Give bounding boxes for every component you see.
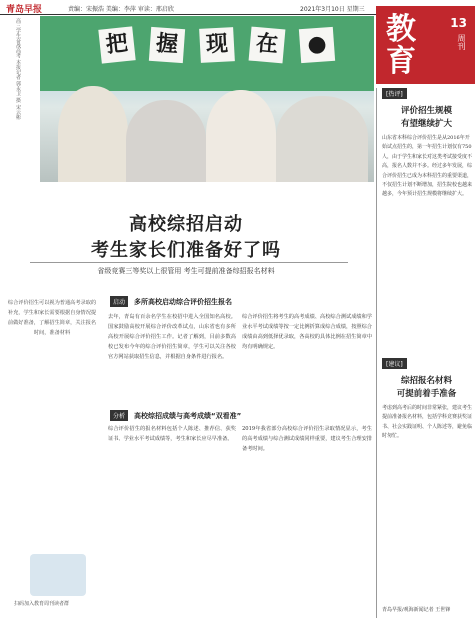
reporter-signoff: 青岛早报/观海新闻记者 王世锋	[382, 607, 451, 613]
section-tag: 启动	[110, 296, 128, 307]
qr-figure	[30, 554, 86, 596]
body-column-3: 综合评价招生的报名材料包括个人陈述、推荐信、获奖证书、学业水平考试成绩等，考生和家长应尽早准备。	[108, 426, 236, 442]
body-column-4: 2019年我省部分高校综合评价招生录取情况显示，考生的高考成绩与综合测试成绩同样重要，建议考生合理安排备考时间。	[242, 426, 372, 452]
comment-text: 山东省本科综合评价招生是从2016年开始试点招生的，第一年招生计划仅有750人，由于学生和家长对这类考试接受度不高，报名人数并不多。经过多年发展，综合评价招生已成为本科招生的重要渠道，不仅招生计划不断增加，招生院校也越来越多，今年预计招生规模将继续扩大。	[382, 135, 472, 198]
comment-title-line2: 有望继续扩大	[400, 119, 452, 129]
masthead-section: 周刊	[457, 34, 466, 50]
comment-title-line1: 评价招生规模	[400, 106, 452, 116]
section-heading-analysis	[110, 410, 241, 421]
body-column-2: 综合评价招生将考生的高考成绩、高校综合测试成绩和学业水平考试成绩等按一定比例折算成综合成绩，按照综合成绩由高到低择优录取，各高校的具体比例在招生简章中均有明确规定。	[242, 314, 372, 350]
paper-logo: 青岛早报	[6, 5, 43, 15]
lead-photo	[40, 16, 374, 182]
body-column-1: 去年，青岛有百余名学生在校招中进入全国知名高校。国家鼓励高校开展综合评价改革试点，山东省也有多所高校开展综合评价招生工作。记者了解到，目前多数高校已发布今年的综合评价招生简章，学生可以关注各校官方网站获取招生信息，并根据自身条件进行报名。	[108, 314, 236, 360]
photo-caption: 高三学生奋战高考 本报记者 郭永卫 摄 宋云彬	[15, 18, 21, 120]
board-char: 握	[149, 27, 185, 63]
headline-line1: 高校综招启动	[129, 214, 243, 235]
headline-divider	[30, 262, 348, 263]
column-divider	[376, 88, 377, 618]
section-heading-launch	[110, 296, 232, 307]
student-figure	[206, 90, 276, 182]
editor-info: 责编：宋振浩 美编：李萍 审读：邢启欣	[68, 6, 174, 13]
headline-line2: 考生家长们准备好了吗	[91, 240, 281, 261]
headline-subtitle: 省级竞赛三等奖以上很管用 考生可提前准备综招报名材料	[97, 267, 275, 275]
masthead-title: 教育	[386, 12, 418, 79]
section-title: 高校综招成绩与高考成绩“双看准”	[134, 412, 242, 420]
advice-tag: [建议]	[382, 358, 407, 369]
board-char: 现	[199, 27, 235, 63]
comment-tag: [热评]	[382, 88, 407, 99]
board-char: ●	[299, 27, 335, 63]
page-number: 13	[450, 16, 467, 30]
student-figure	[58, 86, 128, 182]
advice-title-line1: 综招报名材料	[400, 376, 452, 386]
section-masthead	[376, 6, 475, 84]
side-note	[2, 296, 102, 620]
section-tag: 分析	[110, 410, 128, 421]
student-figure	[276, 96, 368, 182]
section-title: 多所高校启动综合评价招生报名	[134, 298, 233, 306]
board-char: 把	[98, 26, 135, 63]
advice-title-line2: 可提前着手准备	[396, 389, 457, 399]
board-char: 在	[249, 27, 286, 64]
advice-text: 考虑到高考后的时间非常紧张，建议考生提前准备报名材料，包括学科竞赛获奖证书、社会实践证明、个人陈述等，避免临时匆忙。	[382, 405, 472, 440]
student-figure	[126, 100, 206, 182]
classroom-board	[40, 16, 374, 91]
side-note-text: 综合评价招生可以视为普通高考录取的补充，学生和家长需要根据自身情况提前做好准备，了解招生简章，关注报名时间，准备材料	[7, 300, 97, 336]
issue-date: 2021年3月10日 星期三	[300, 6, 365, 13]
figure-caption: 扫码加入教育周刊读者群	[14, 601, 70, 607]
